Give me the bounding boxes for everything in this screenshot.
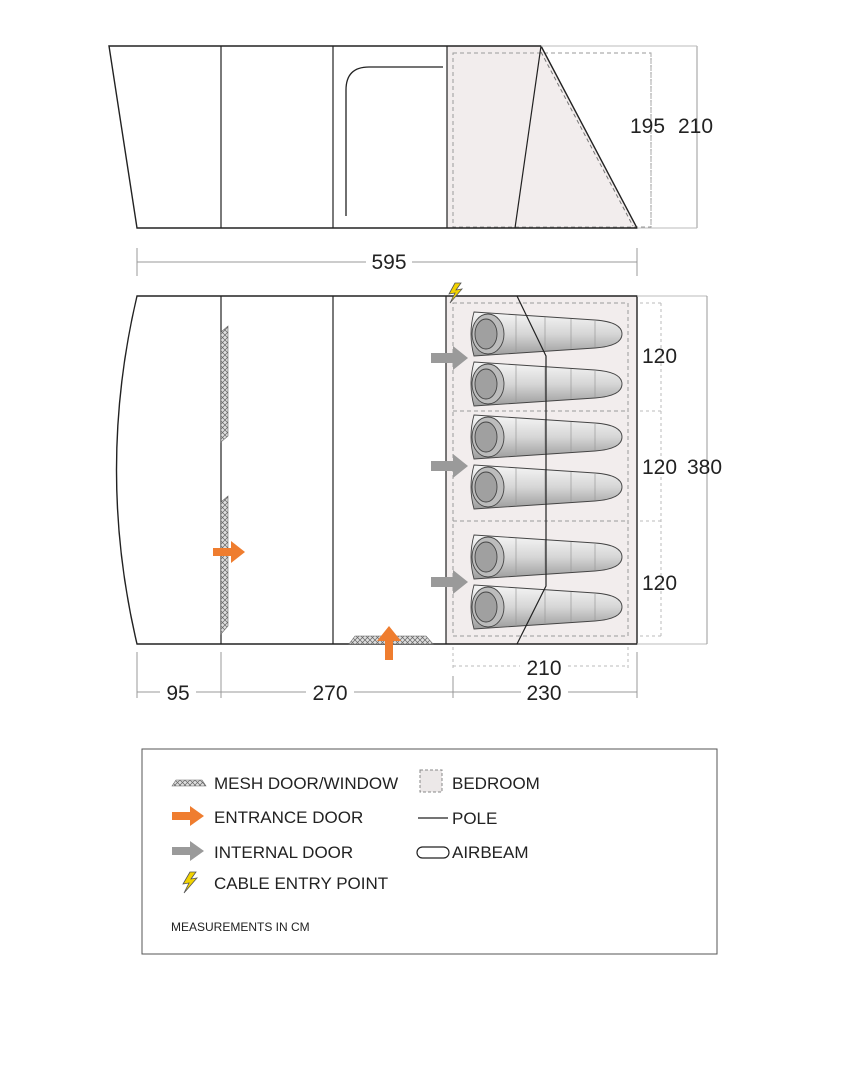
bay-width-label-3: 120	[642, 572, 678, 595]
legend-pole-label: POLE	[452, 809, 498, 828]
mesh-legend-icon	[172, 780, 206, 786]
legend-entrance-label: ENTRANCE DOOR	[214, 808, 364, 827]
bay-width-label-2: 120	[642, 456, 678, 479]
length-dimension	[137, 248, 637, 276]
mesh-window-lower	[221, 496, 228, 634]
mesh-window-upper	[221, 326, 228, 442]
airbeam-legend-icon	[417, 847, 449, 858]
middle-section-label: 270	[312, 682, 348, 705]
total-width-label: 380	[687, 456, 723, 479]
height-inner-label: 195	[630, 115, 666, 138]
bedroom-legend-icon	[420, 770, 442, 792]
legend-bedroom-label: BEDROOM	[452, 774, 540, 793]
bay-width-label-1: 120	[642, 345, 678, 368]
entrance-door-arrow-side	[213, 541, 245, 563]
legend-cable-label: CABLE ENTRY POINT	[214, 874, 389, 893]
legend-airbeam-label: AIRBEAM	[452, 843, 529, 862]
measurements-note: MEASUREMENTS IN CM	[171, 920, 310, 934]
side-door-outline	[346, 67, 443, 216]
front-section-label: 95	[166, 682, 190, 705]
bedroom-inner-label: 210	[526, 657, 562, 680]
bedroom-side-fill	[447, 46, 637, 228]
legend	[142, 749, 717, 954]
legend-internal-label: INTERNAL DOOR	[214, 843, 354, 862]
side-elevation	[109, 46, 713, 228]
total-length-label: 595	[371, 251, 407, 274]
height-outer-label: 210	[678, 115, 714, 138]
bedroom-section-label: 230	[526, 682, 562, 705]
legend-mesh-label: MESH DOOR/WINDOW	[214, 774, 399, 793]
floor-plan	[117, 283, 723, 660]
